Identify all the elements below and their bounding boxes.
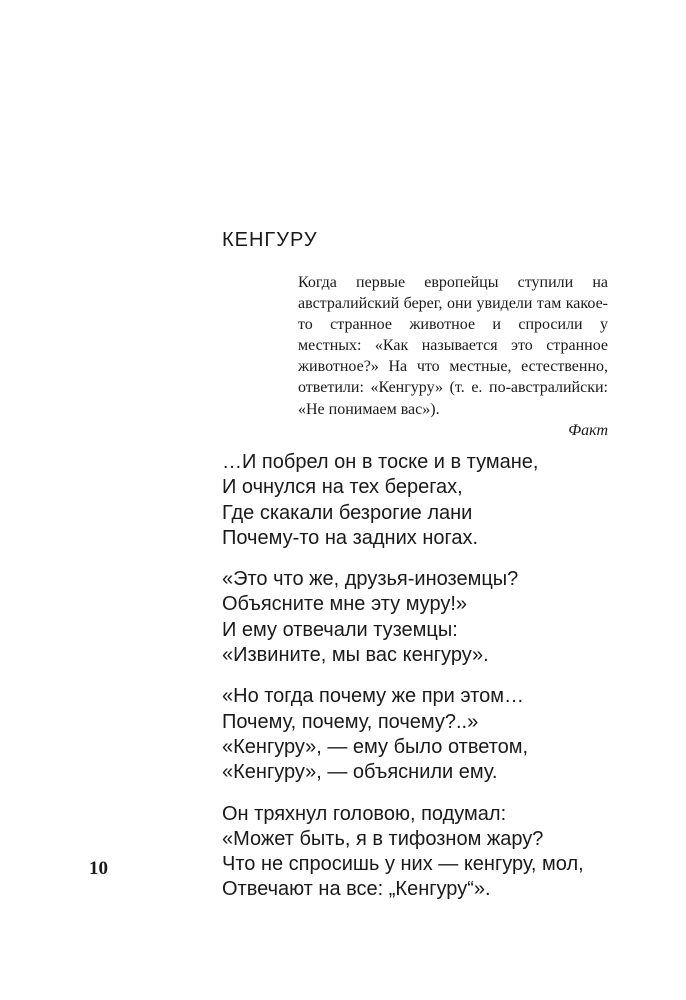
poem-line: Где скакали безрогие лани bbox=[222, 501, 473, 524]
poem-line: Он тряхнул головою, подумал: bbox=[222, 802, 507, 825]
poem-line: Почему, почему, почему?..» bbox=[222, 710, 479, 733]
stanza-3 bbox=[222, 684, 642, 785]
poem-line: «Извините, мы вас кенгуру». bbox=[222, 644, 489, 667]
poem-line: Объясните мне эту муру!» bbox=[222, 593, 468, 616]
poem-line: «Может быть, я в тифозном жару? bbox=[222, 827, 544, 850]
poem-line: «Но тогда почему же при этом… bbox=[222, 685, 524, 708]
poem-line: Что не спросишь у них — кенгуру, мол, bbox=[222, 853, 584, 876]
epigraph-text: Когда первые европейцы ступили на австралийский берег, они увидели там какое-то странное животное и спросили у местных: «Как называется это странное животное?» На что местные, естественно, ответили: «Кенгуру» (т. е. по-австралийски: «Не понимаем вас»). bbox=[298, 274, 608, 418]
poem-line: Отвечают на все: „Кенгуру“». bbox=[222, 878, 491, 901]
poem-line: …И побрел он в тоске и в тумане, bbox=[222, 451, 539, 473]
poem-line: «Кенгуру», — объяснили ему. bbox=[222, 761, 498, 784]
epigraph-source: Факт bbox=[568, 422, 608, 439]
poem-line: И ему отвечали туземцы: bbox=[222, 618, 458, 641]
stanza-1 bbox=[222, 450, 642, 551]
poem-title: КЕНГУРУ bbox=[222, 229, 318, 251]
poem-line: Почему-то на задних ногах. bbox=[222, 526, 479, 549]
poem-line: «Это что же, друзья-иноземцы? bbox=[222, 568, 519, 591]
poem-line: И очнулся на тех берегах, bbox=[222, 476, 463, 499]
poem-line: «Кенгуру», — ему было ответом, bbox=[222, 735, 529, 758]
poem-body bbox=[222, 450, 642, 919]
stanza-2 bbox=[222, 567, 642, 668]
page-number: 10 bbox=[89, 858, 108, 879]
stanza-4 bbox=[222, 802, 642, 903]
